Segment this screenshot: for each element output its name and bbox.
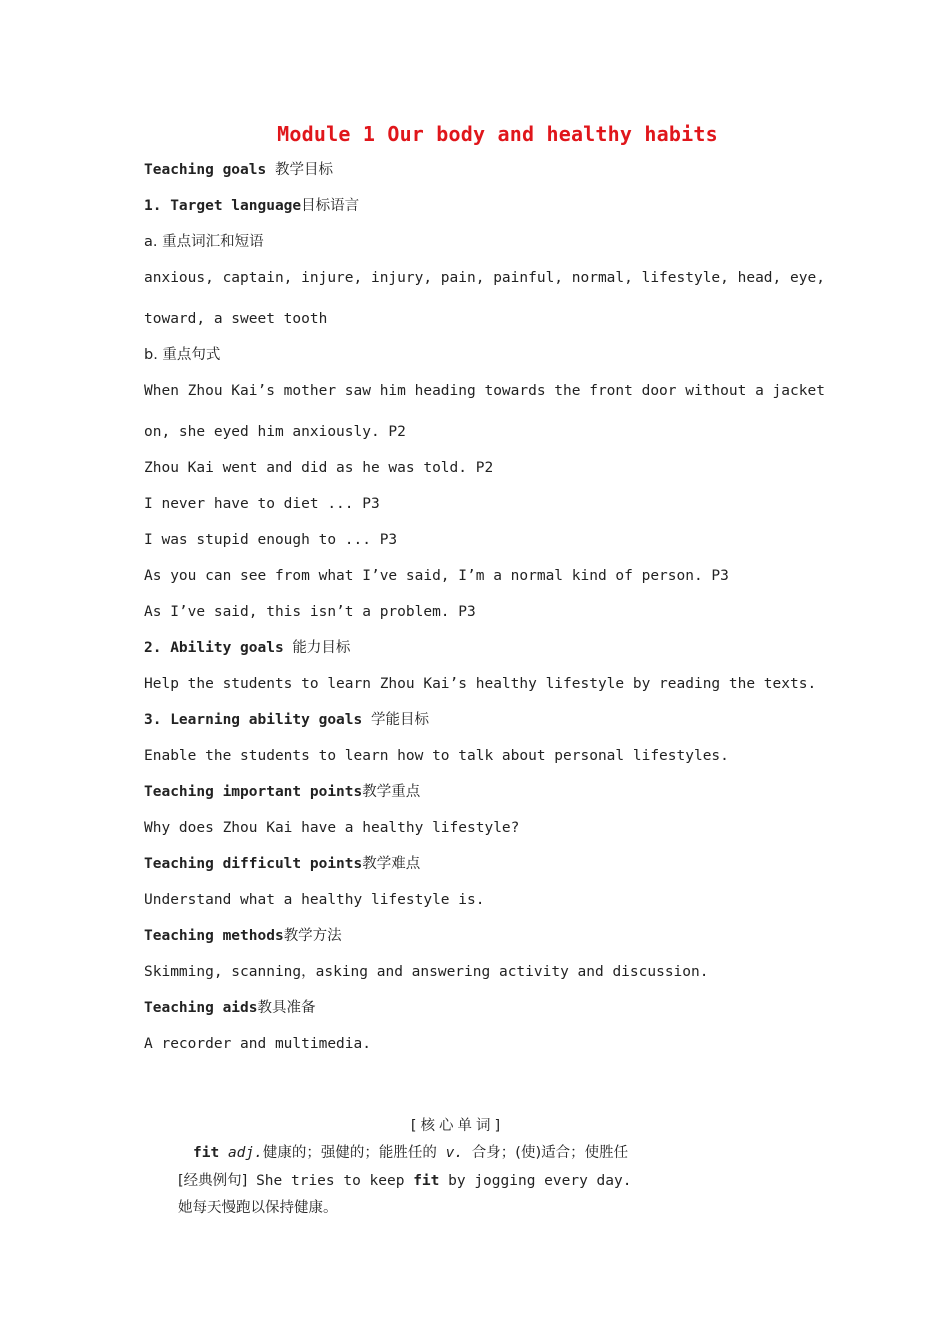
example-sentence: [经典例句] She tries to keep fit by jogging every day. — [178, 1173, 632, 1189]
aids-heading: Teaching aids教具准备 — [144, 1000, 316, 1016]
sentence-line: on, she eyed him anxiously. P2 — [144, 424, 406, 440]
target-language-heading: 1. Target language目标语言 — [144, 198, 360, 214]
sentence-line: When Zhou Kai’s mother saw him heading towards the front door without a jacket — [144, 383, 825, 399]
vocab-line-2: toward, a sweet tooth — [144, 311, 328, 327]
headword: fit — [193, 1145, 220, 1161]
methods-text: Skimming, scanning，asking and answering activity and discussion. — [144, 964, 709, 980]
methods-heading: Teaching methods教学方法 — [144, 928, 342, 944]
meaning-v: 合身；(使)适合；使胜任 — [471, 1145, 629, 1161]
page-title: Module 1 Our body and healthy habits — [277, 122, 718, 146]
sentence-line: Zhou Kai went and did as he was told. P2 — [144, 460, 494, 476]
aids-text: A recorder and multimedia. — [144, 1036, 371, 1052]
sentence-line: As you can see from what I’ve said, I’m a normal kind of person. P3 — [144, 568, 729, 584]
example-translation: 她每天慢跑以保持健康。 — [178, 1200, 338, 1216]
learning-ability-text: Enable the students to learn how to talk about personal lifestyles. — [144, 748, 729, 764]
core-words-heading: [核心单词] — [410, 1118, 505, 1134]
difficult-points-heading: Teaching difficult points教学难点 — [144, 856, 421, 872]
word-entry — [193, 1143, 628, 1163]
important-points-text: Why does Zhou Kai have a healthy lifestyle? — [144, 820, 520, 836]
learning-ability-heading: 3. Learning ability goals 学能目标 — [144, 712, 429, 728]
vocab-line-1: anxious, captain, injure, injury, pain, painful, normal, lifestyle, head, eye, — [144, 270, 825, 286]
important-points-heading: Teaching important points教学重点 — [144, 784, 421, 800]
meaning-adj: 健康的；强健的；能胜任的 — [262, 1145, 437, 1161]
vocab-subheading: a. 重点词汇和短语 — [144, 234, 264, 250]
sentence-line: I never have to diet ... P3 — [144, 496, 380, 512]
pos-v: v. — [445, 1145, 464, 1161]
ability-goals-heading: 2. Ability goals 能力目标 — [144, 640, 351, 656]
sentence-line: I was stupid enough to ... P3 — [144, 532, 398, 548]
pos-adj: adj. — [227, 1145, 263, 1161]
difficult-points-text: Understand what a healthy lifestyle is. — [144, 892, 485, 908]
teaching-goals-heading: Teaching goals 教学目标 — [144, 162, 333, 178]
example-tag: [经典例句] — [178, 1173, 248, 1189]
ability-goals-text: Help the students to learn Zhou Kai’s healthy lifestyle by reading the texts. — [144, 676, 817, 692]
sentence-subheading: b. 重点句式 — [144, 347, 221, 363]
sentence-line: As I’ve said, this isn’t a problem. P3 — [144, 604, 476, 620]
